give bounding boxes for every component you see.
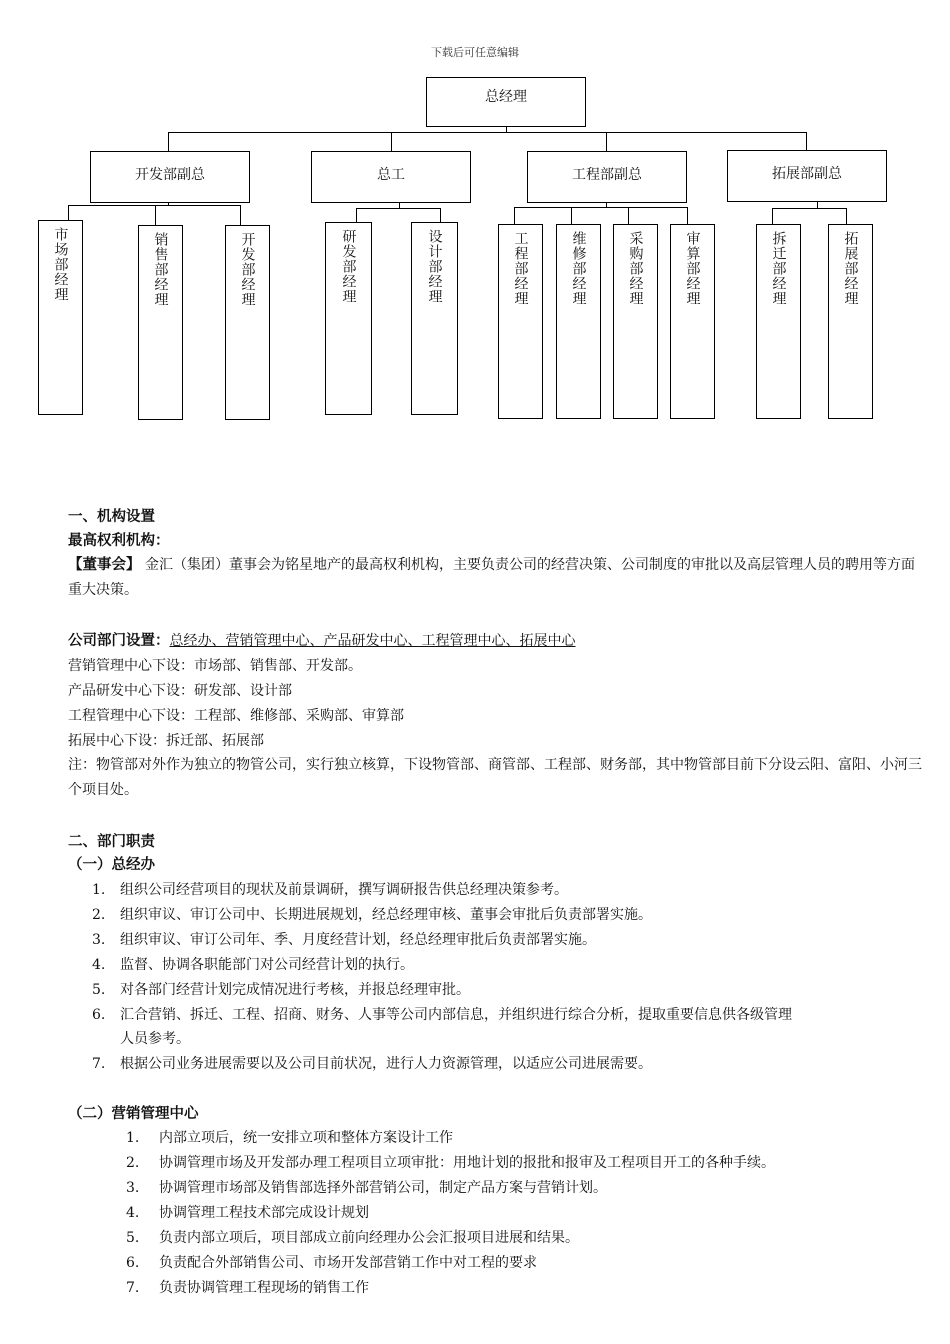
org-label-deputy: 工程部副总 — [572, 167, 642, 183]
list-text: 协调管理市场及开发部办理工程项目立项审批：用地计划的报批和报审及工程项目开工的各种手续。 — [159, 1155, 775, 1171]
org-connector — [155, 205, 156, 225]
org-box-deputy — [527, 151, 687, 203]
list-text: 内部立项后，统一安排立项和整体方案设计工作 — [159, 1130, 453, 1146]
org-connector — [168, 132, 807, 133]
section1-subheading: 最高权利机构： — [68, 533, 170, 549]
dept-subline: 工程管理中心下设：工程部、维修部、采购部、审算部 — [68, 708, 404, 724]
list-text: 根据公司业务进展需要以及公司目前状况，进行人力资源管理，以适应公司进展需要。 — [120, 1056, 652, 1072]
list-num: 2. — [92, 907, 106, 923]
list-num: 3. — [92, 932, 106, 948]
org-box-manager — [225, 225, 270, 420]
list-item-continuation — [120, 1029, 190, 1049]
list-text: 协调管理市场部及销售部选择外部营销公司，制定产品方案与营销计划。 — [159, 1180, 607, 1196]
org-connector — [514, 207, 688, 208]
list-num: 6. — [126, 1255, 140, 1271]
org-box-manager — [828, 224, 873, 419]
org-label-manager: 审算部经理 — [684, 231, 701, 306]
org-box-deputy — [727, 150, 887, 202]
org-label-manager: 开发部经理 — [239, 232, 256, 307]
org-box-manager — [556, 224, 601, 419]
org-label-manager: 设计部经理 — [426, 229, 443, 304]
board-text: 金汇（集团）董事会为铭星地产的最高权利机构，主要负责公司的经营决策、公司制度的审批以及高层管理人员的聘用等方面重大决策。 — [68, 557, 915, 598]
dept-note: 注：物管部对外作为独立的物管公司，实行独立核算，下设物管部、商管部、工程部、财务部，其中物管部目前下分设云阳、富阳、小河三个项目处。 — [68, 757, 922, 798]
dept-line — [68, 631, 576, 651]
org-box-manager — [38, 220, 83, 415]
org-connector — [806, 132, 807, 150]
org-box-manager — [138, 225, 183, 420]
org-label-manager: 拓展部经理 — [842, 231, 859, 306]
org-connector — [356, 208, 440, 209]
org-label-manager: 销售部经理 — [152, 232, 169, 307]
list-num: 7. — [126, 1280, 140, 1296]
org-label-deputy: 拓展部副总 — [772, 166, 842, 182]
org-connector — [772, 208, 846, 209]
list-text: 协调管理工程技术部完成设计规划 — [159, 1205, 369, 1221]
org-box-manager — [670, 224, 715, 419]
org-connector — [514, 207, 515, 224]
list-num: 7. — [92, 1056, 106, 1072]
sub2-heading: （二）营销管理中心 — [68, 1106, 199, 1122]
dept-label: 公司部门设置： — [68, 633, 170, 649]
list-num: 4. — [126, 1205, 140, 1221]
list-text: 人员参考。 — [120, 1031, 190, 1047]
board-label: 【董事会】 — [68, 557, 141, 573]
org-label-deputy: 开发部副总 — [135, 167, 205, 183]
list-text: 对各部门经营计划完成情况进行考核，并报总经理审批。 — [120, 982, 470, 998]
list-num: 1. — [92, 882, 106, 898]
org-connector — [240, 205, 241, 225]
list-text: 监督、协调各职能部门对公司经营计划的执行。 — [120, 957, 414, 973]
org-box-manager — [613, 224, 658, 419]
dept-subline: 产品研发中心下设：研发部、设计部 — [68, 683, 292, 699]
org-label-manager: 采购部经理 — [627, 231, 644, 306]
org-box-deputy — [90, 151, 250, 203]
org-connector — [356, 208, 357, 222]
org-box-manager — [325, 222, 372, 415]
header-note: 下载后可任意编辑 — [431, 46, 519, 59]
org-label-manager: 研发部经理 — [340, 229, 357, 304]
org-connector — [606, 132, 607, 151]
org-label-deputy: 总工 — [377, 167, 405, 183]
list-num: 5. — [92, 982, 106, 998]
list-text: 负责协调管理工程现场的销售工作 — [159, 1280, 369, 1296]
org-connector — [628, 207, 629, 224]
org-connector — [168, 132, 169, 151]
board-paragraph — [68, 553, 926, 603]
list-text: 组织审议、审订公司年、季、月度经营计划，经总经理审批后负责部署实施。 — [120, 932, 596, 948]
section1-heading: 一、机构设置 — [68, 509, 155, 525]
dept-list: 总经办、营销管理中心、产品研发中心、工程管理中心、拓展中心 — [169, 633, 576, 649]
list-num: 4. — [92, 957, 106, 973]
list-num: 2. — [126, 1155, 140, 1171]
org-connector — [772, 208, 773, 224]
org-box-manager — [756, 224, 801, 419]
org-label-manager: 工程部经理 — [512, 231, 529, 306]
org-connector — [687, 207, 688, 224]
org-connector — [440, 208, 441, 222]
org-label-manager: 拆迁部经理 — [770, 231, 787, 306]
org-connector — [68, 205, 240, 206]
org-box-manager — [498, 224, 543, 419]
section2-heading: 二、部门职责 — [68, 834, 155, 850]
list-num: 6. — [92, 1007, 106, 1023]
org-box-manager — [411, 222, 458, 415]
sub1-heading: （一）总经办 — [68, 857, 155, 873]
list-num: 1. — [126, 1130, 140, 1146]
list-num: 3. — [126, 1180, 140, 1196]
org-connector — [846, 208, 847, 224]
list-text: 组织公司经营项目的现状及前景调研，撰写调研报告供总经理决策参考。 — [120, 882, 568, 898]
list-text: 汇合营销、拆迁、工程、招商、财务、人事等公司内部信息，并组织进行综合分析，提取重要信息供各级管理 — [120, 1007, 792, 1023]
dept-subline: 营销管理中心下设：市场部、销售部、开发部。 — [68, 658, 362, 674]
org-label-ceo: 总经理 — [485, 89, 527, 105]
org-box-deputy — [311, 151, 471, 203]
org-box-ceo — [426, 77, 586, 127]
list-text: 负责内部立项后，项目部成立前向经理办公会汇报项目进展和结果。 — [159, 1230, 579, 1246]
list-num: 5. — [126, 1230, 140, 1246]
dept-subline: 拓展中心下设：拆迁部、拓展部 — [68, 733, 264, 749]
org-label-manager: 市场部经理 — [52, 227, 69, 302]
org-connector — [68, 205, 69, 220]
org-connector — [391, 132, 392, 151]
org-label-manager: 维修部经理 — [570, 231, 587, 306]
list-text: 负责配合外部销售公司、市场开发部营销工作中对工程的要求 — [159, 1255, 537, 1271]
list-text: 组织审议、审订公司中、长期进展规划，经总经理审核、董事会审批后负责部署实施。 — [120, 907, 652, 923]
org-connector — [571, 207, 572, 224]
